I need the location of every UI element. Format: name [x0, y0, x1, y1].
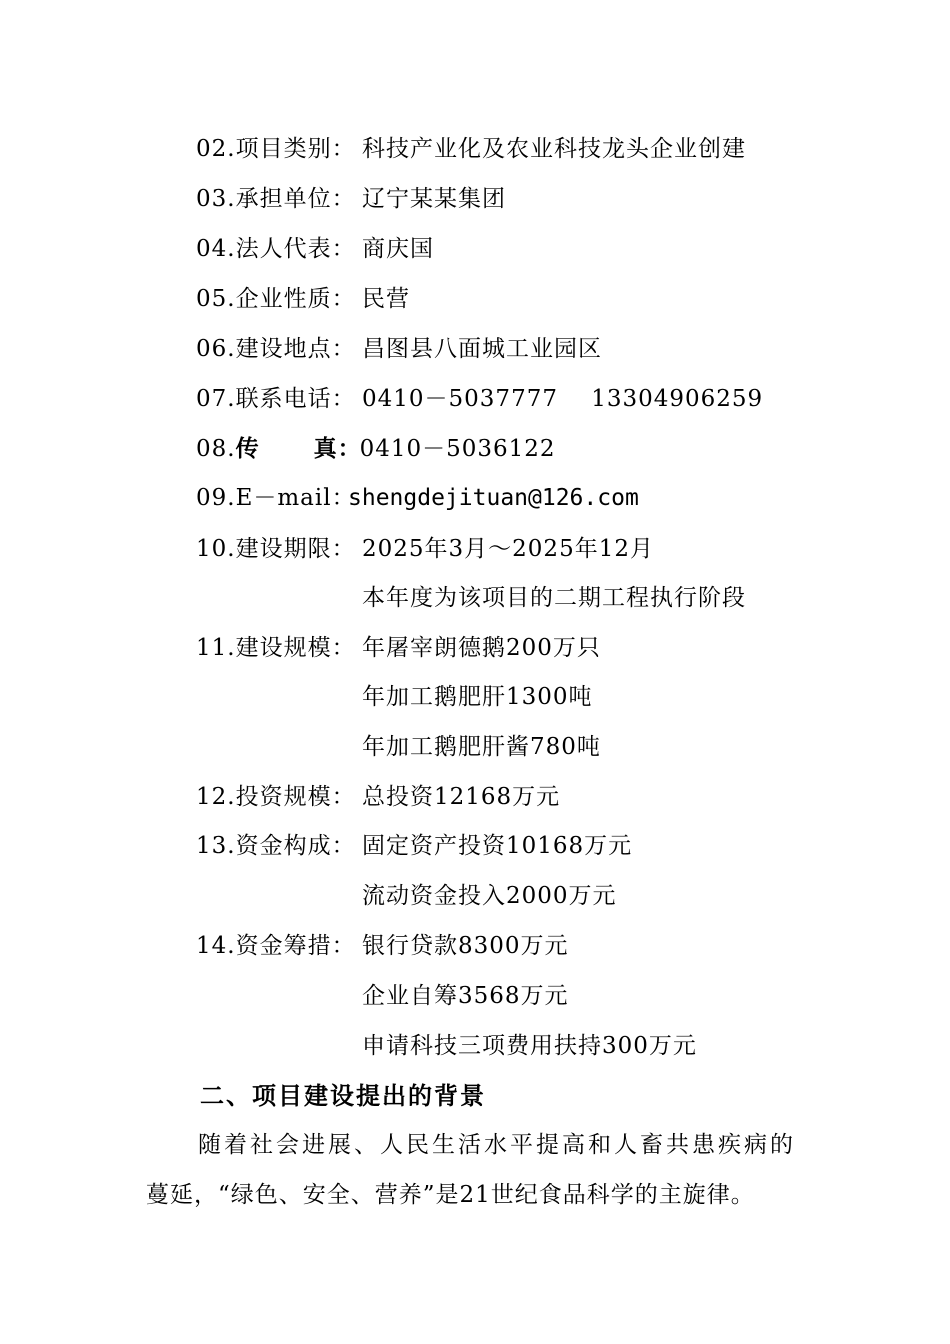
field-label: 05.企业性质：: [196, 286, 356, 312]
field-label: 10.建设期限：: [196, 536, 356, 562]
field-label: 06.建设地点：: [196, 336, 356, 362]
field-value-line: 流动资金投入2000万元: [362, 883, 617, 909]
field-value-line: 年屠宰朗德鹅200万只: [362, 635, 601, 661]
field-fund-raising: [196, 931, 569, 961]
field-value-line: 企业自筹3568万元: [362, 983, 569, 1009]
field-label: 13.资金构成：: [196, 833, 356, 859]
field-investment-scale: [196, 782, 560, 812]
field-fax: [196, 434, 556, 464]
field-value: 0410－5036122: [359, 436, 556, 462]
field-value: 科技产业化及农业科技龙头企业创建: [362, 136, 746, 162]
field-value-line: 2025年3月～2025年12月: [362, 536, 654, 562]
field-value-line: 本年度为该项目的二期工程执行阶段: [362, 585, 746, 611]
field-value: 辽宁某某集团: [362, 186, 506, 212]
field-label: 11.建设规模：: [196, 635, 356, 661]
paragraph-line: 随着社会进展、人民生活水平提高和人畜共患疾病的: [198, 1132, 796, 1158]
field-value: shengdejituan@126.com: [348, 485, 639, 511]
field-value: 0410－5037777 13304906259: [362, 386, 764, 412]
field-label: 12.投资规模：: [196, 784, 356, 810]
field-construction-site: [196, 334, 602, 364]
field-value-line: 银行贷款8300万元: [362, 933, 569, 959]
field-label: 传 真：: [235, 435, 362, 462]
field-enterprise-nature: [196, 284, 410, 314]
field-label: 03.承担单位：: [196, 186, 356, 212]
field-phone: [196, 384, 763, 414]
paragraph-line: 蔓延，“绿色、安全、营养”是21世纪食品科学的主旋律。: [146, 1182, 755, 1208]
field-undertaking-unit: [196, 184, 506, 214]
field-fund-composition: [196, 831, 632, 861]
field-label-number: 08.: [196, 436, 236, 462]
field-label: 07.联系电话：: [196, 386, 356, 412]
field-project-category: [196, 134, 746, 164]
field-label: 09.E－mail：: [196, 485, 356, 511]
field-label: 14.资金筹措：: [196, 933, 356, 959]
field-value-line: 年加工鹅肥肝1300吨: [362, 684, 593, 710]
field-value-line: 固定资产投资10168万元: [362, 833, 633, 859]
field-value: 总投资12168万元: [362, 784, 561, 810]
field-label: 04.法人代表：: [196, 236, 356, 262]
field-construction-scale: [196, 633, 601, 663]
field-legal-representative: [196, 234, 434, 264]
field-email: [196, 483, 639, 513]
field-value-line: 年加工鹅肥肝酱780吨: [362, 734, 601, 760]
section-heading: 二、项目建设提出的背景: [200, 1081, 486, 1110]
field-label: 02.项目类别：: [196, 136, 356, 162]
field-value: 民营: [362, 286, 410, 312]
field-value: 商庆国: [362, 236, 434, 262]
field-value: 昌图县八面城工业园区: [362, 336, 602, 362]
field-value-line: 申请科技三项费用扶持300万元: [362, 1033, 697, 1059]
field-construction-period: [196, 534, 654, 564]
